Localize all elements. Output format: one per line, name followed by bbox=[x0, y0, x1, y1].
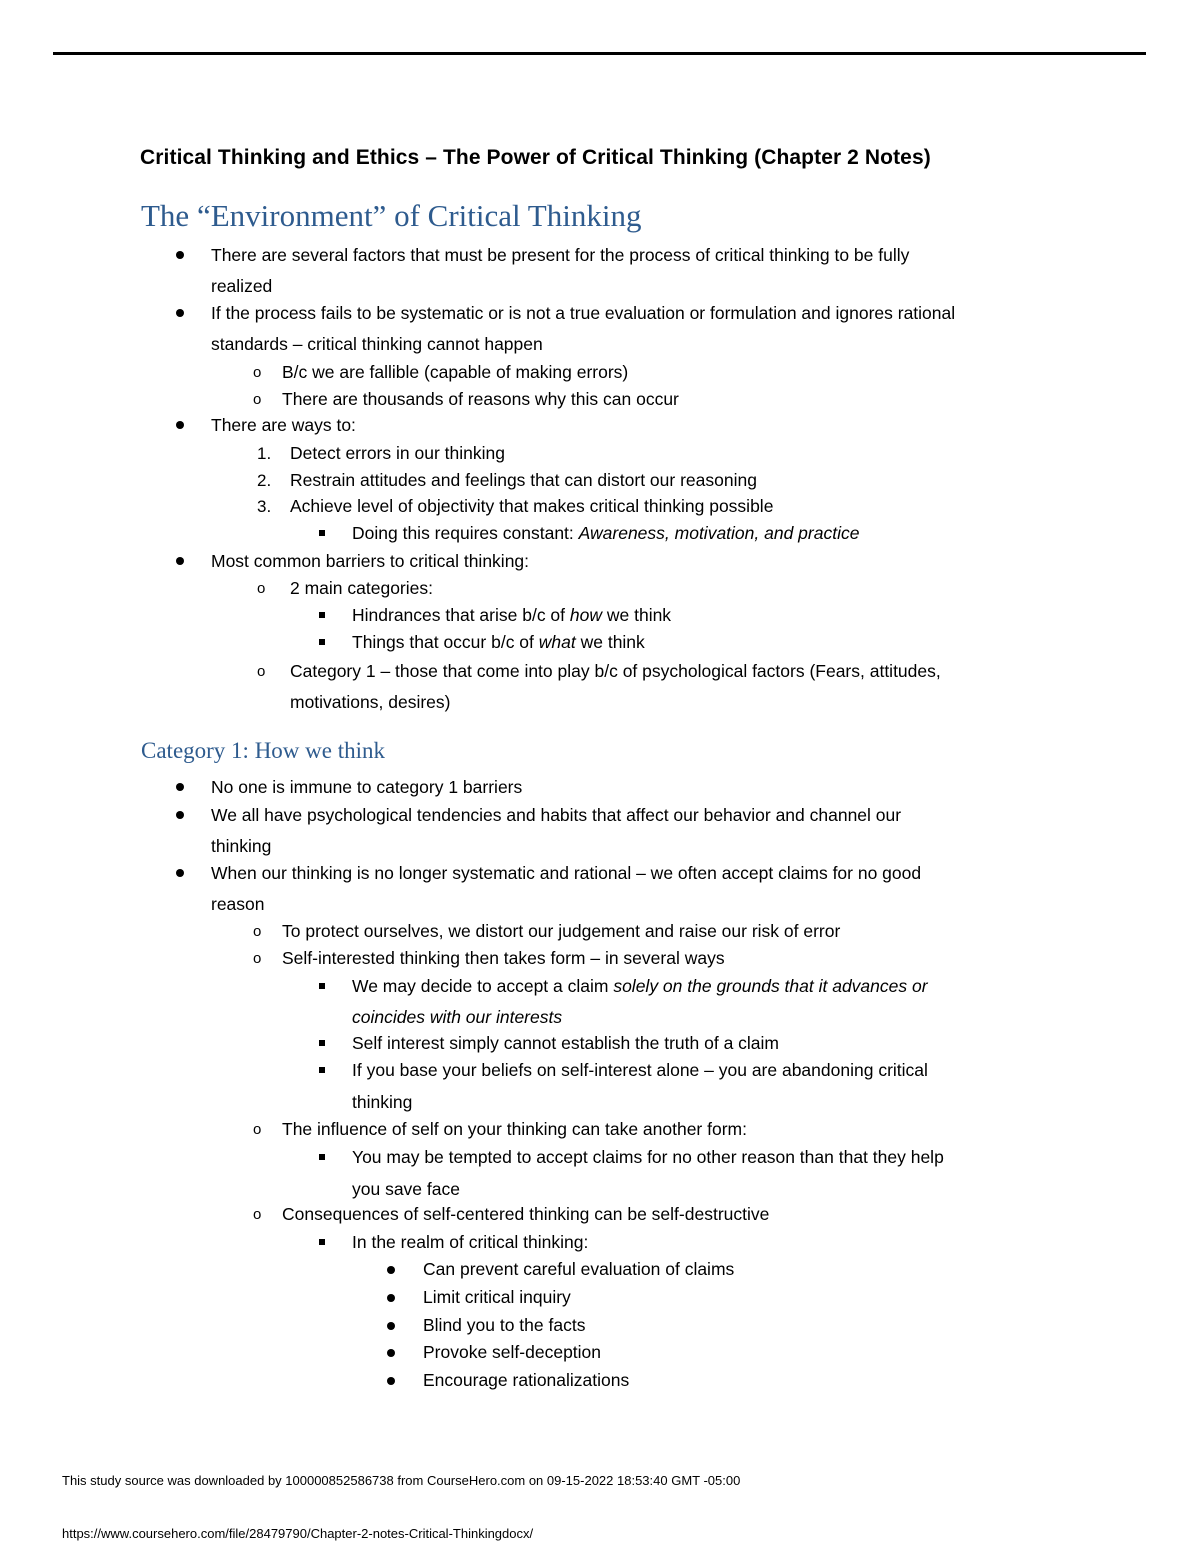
list-item: Achieve level of objectivity that makes critical thinking possible bbox=[290, 496, 774, 516]
list-item-continuation: motivations, desires) bbox=[290, 692, 451, 712]
bullet-dot bbox=[387, 1349, 395, 1357]
list-item: There are thousands of reasons why this can occur bbox=[282, 389, 679, 409]
bullet-dot bbox=[176, 421, 184, 429]
bullet-square bbox=[319, 1067, 325, 1073]
list-item: Provoke self-deception bbox=[423, 1342, 602, 1362]
document-title: Critical Thinking and Ethics – The Power of Critical Thinking (Chapter 2 Notes) bbox=[140, 146, 931, 169]
list-item: Blind you to the facts bbox=[423, 1315, 586, 1335]
header-rule bbox=[53, 52, 1146, 55]
numbered-marker: 2. bbox=[257, 471, 272, 490]
list-item-continuation: thinking bbox=[352, 1092, 413, 1112]
list-item: Things that occur b/c of what we think bbox=[352, 632, 645, 652]
numbered-marker: 1. bbox=[257, 444, 272, 463]
list-item: Self-interested thinking then takes form – in several ways bbox=[282, 948, 725, 968]
list-item: Category 1 – those that come into play b/c of psychological factors (Fears, attitudes, bbox=[290, 661, 941, 681]
list-item: Limit critical inquiry bbox=[423, 1287, 571, 1307]
sub-bullet-ring: o bbox=[253, 1121, 262, 1138]
list-item: There are several factors that must be present for the process of critical thinking to be fully bbox=[211, 245, 910, 265]
bullet-square bbox=[319, 1040, 325, 1046]
list-item: Consequences of self-centered thinking can be self-destructive bbox=[282, 1204, 770, 1224]
sub-bullet-ring: o bbox=[253, 1206, 262, 1223]
list-item: You may be tempted to accept claims for no other reason than that they help bbox=[352, 1147, 944, 1167]
list-item-continuation: realized bbox=[211, 276, 273, 296]
numbered-marker: 3. bbox=[257, 497, 272, 516]
bullet-square bbox=[319, 530, 325, 536]
bullet-dot bbox=[387, 1377, 395, 1385]
section-heading-category-1: Category 1: How we think bbox=[141, 738, 386, 763]
list-item: We all have psychological tendencies and habits that affect our behavior and channel our bbox=[211, 805, 902, 825]
bullet-dot bbox=[387, 1294, 395, 1302]
list-item: Can prevent careful evaluation of claims bbox=[423, 1259, 735, 1279]
bullet-dot bbox=[176, 557, 184, 565]
sub-bullet-ring: o bbox=[253, 391, 262, 408]
list-item: If you base your beliefs on self-interest alone – you are abandoning critical bbox=[352, 1060, 928, 1080]
sub-bullet-ring: o bbox=[253, 364, 262, 381]
bullet-square bbox=[319, 639, 325, 645]
bullet-dot bbox=[176, 783, 184, 791]
source-url-link[interactable]: https://www.coursehero.com/file/28479790/Chapter-2-notes-Critical-Thinkingdocx/ bbox=[62, 1526, 534, 1541]
section-heading-environment: The “Environment” of Critical Thinking bbox=[141, 198, 642, 233]
bullet-square bbox=[319, 1239, 325, 1245]
list-item-continuation: coincides with our interests bbox=[352, 1007, 563, 1027]
bullet-dot bbox=[176, 251, 184, 259]
bullet-square bbox=[319, 1154, 325, 1160]
list-item: Restrain attitudes and feelings that can distort our reasoning bbox=[290, 470, 757, 490]
list-item: There are ways to: bbox=[211, 415, 356, 435]
list-item: Hindrances that arise b/c of how we think bbox=[352, 605, 672, 625]
bullet-square bbox=[319, 612, 325, 618]
list-item: In the realm of critical thinking: bbox=[352, 1232, 589, 1252]
sub-bullet-ring: o bbox=[253, 923, 262, 940]
list-item: Encourage rationalizations bbox=[423, 1370, 630, 1390]
list-item-continuation: reason bbox=[211, 894, 265, 914]
bullet-dot bbox=[387, 1322, 395, 1330]
list-item: 2 main categories: bbox=[290, 578, 433, 598]
list-item: Self interest simply cannot establish the truth of a claim bbox=[352, 1033, 780, 1053]
list-item: Doing this requires constant: Awareness, motivation, and practice bbox=[352, 523, 860, 543]
list-item: Detect errors in our thinking bbox=[290, 443, 505, 463]
sub-bullet-ring: o bbox=[257, 663, 266, 680]
list-item: Most common barriers to critical thinking: bbox=[211, 551, 530, 571]
bullet-dot bbox=[387, 1266, 395, 1274]
bullet-square bbox=[319, 983, 325, 989]
bullet-dot bbox=[176, 869, 184, 877]
sub-bullet-ring: o bbox=[253, 950, 262, 967]
download-notice: This study source was downloaded by 100000852586738 from CourseHero.com on 09-15-2022 18:53:40 GMT -05:00 bbox=[62, 1473, 741, 1488]
bullet-dot bbox=[176, 309, 184, 317]
list-item-continuation: you save face bbox=[352, 1179, 460, 1199]
list-item: No one is immune to category 1 barriers bbox=[211, 777, 523, 797]
list-item: The influence of self on your thinking can take another form: bbox=[282, 1119, 747, 1139]
list-item: If the process fails to be systematic or is not a true evaluation or formulation and ignores rational bbox=[211, 303, 956, 323]
sub-bullet-ring: o bbox=[257, 580, 266, 597]
list-item: To protect ourselves, we distort our judgement and raise our risk of error bbox=[282, 921, 841, 941]
list-item: B/c we are fallible (capable of making errors) bbox=[282, 362, 629, 382]
list-item-continuation: thinking bbox=[211, 836, 272, 856]
bullet-dot bbox=[176, 811, 184, 819]
list-item: When our thinking is no longer systematic and rational – we often accept claims for no good bbox=[211, 863, 922, 883]
list-item-continuation: standards – critical thinking cannot happen bbox=[211, 334, 543, 354]
list-item: We may decide to accept a claim solely on the grounds that it advances or bbox=[352, 976, 928, 996]
